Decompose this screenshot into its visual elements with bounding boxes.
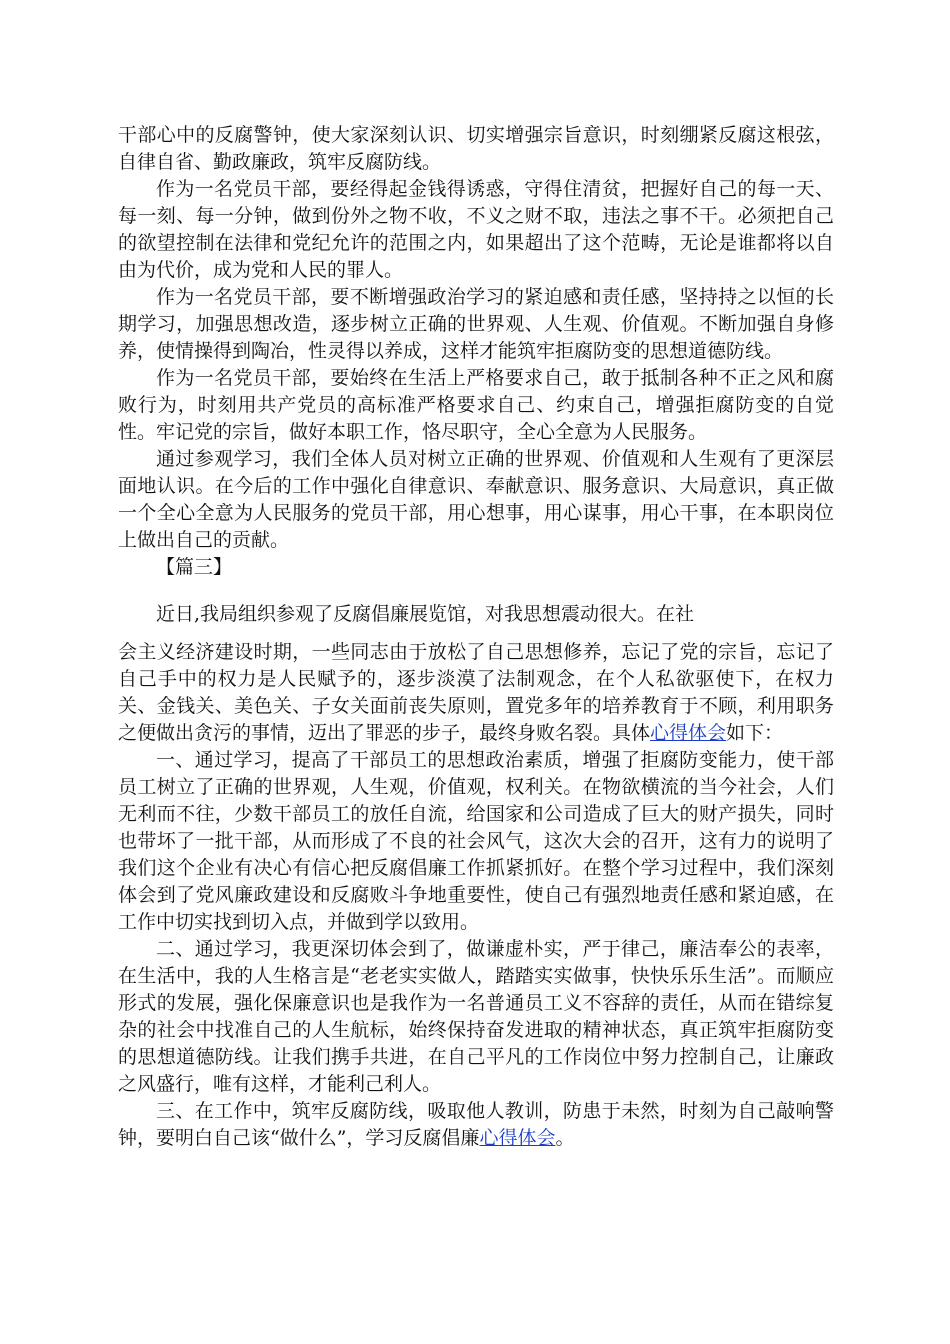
paragraph-7-tail: 如下： xyxy=(726,722,784,744)
paragraph-7-text: 会主义经济建设时期，一些同志由于放松了自己思想修养，忘记了党的宗旨，忘记了自己手中的权力是人民赋予的，逐步淡漠了法制观念，在个人私欲驱使下，在权力关、金钱关、美色关、子女关面前丧失原则，置党多年的培养教育于不顾，利用职务之便做出贪污的事情，迈出了罪恶的步子，最终身败名裂。具体 xyxy=(118,641,834,744)
paragraph-8: 一、通过学习，提高了干部员工的思想政治素质，增强了拒腐防变能力，使干部员工树立了正确的世界观，人生观，价值观，权利关。在物欲横流的当今社会，人们无利而不往，少数干部员工的放任自流，给国家和公司造成了巨大的财产损失，同时也带坏了一批干部，从而形成了不良的社会风气，这次大会的召开，这有力的说明了我们这个企业有决心有信心把反腐倡廉工作抓紧抓好。在整个学习过程中，我们深刻体会到了党风廉政建设和反腐败斗争地重要性，使自己有强烈地责任感和紧迫感，在工作中切实找到切入点，并做到学以致用。 xyxy=(118,749,834,933)
document-body xyxy=(118,122,834,1152)
paragraph-4: 作为一名党员干部，要始终在生活上严格要求自己，敢于抵制各种不正之风和腐败行为，时刻用共产党员的高标准严格要求自己、约束自己，增强拒腐防变的自觉性。牢记党的宗旨，做好本职工作，恪尽职守，全心全意为人民服务。 xyxy=(118,367,834,443)
paragraph-10-text: 三、在工作中，筑牢反腐防线，吸取他人教训，防患于未然，时刻为自己敲响警钟，要明白自己该“做什么”，学习反腐倡廉 xyxy=(118,1100,834,1149)
experience-link-2[interactable]: 心得体会 xyxy=(479,1127,556,1149)
experience-link[interactable]: 心得体会 xyxy=(650,722,727,744)
section-heading: 【篇三】 xyxy=(156,556,233,578)
paragraph-1: 干部心中的反腐警钟，使大家深刻认识、切实增强宗旨意识，时刻绷紧反腐这根弦，自律自省、勤政廉政，筑牢反腐防线。 xyxy=(118,124,834,173)
paragraph-10-tail: 。 xyxy=(555,1127,575,1149)
paragraph-3: 作为一名党员干部，要不断增强政治学习的紧迫感和责任感，坚持持之以恒的长期学习，加强思想改造，逐步树立正确的世界观、人生观、价值观。不断加强自身修养，使情操得到陶冶，性灵得以养成，这样才能筑牢拒腐防变的思想道德防线。 xyxy=(118,286,834,362)
paragraph-10 xyxy=(118,1098,834,1152)
paragraph-9: 二、通过学习，我更深切体会到了，做谦虚朴实，严于律己，廉洁奉公的表率，在生活中，我的人生格言是“老老实实做人，踏踏实实做事，快快乐乐生活”。而顺应形式的发展，强化保廉意识也是我作为一名普通员工义不容辞的责任，从而在错综复杂的社会中找准自己的人生航标，始终保持奋发进取的精神状态，真正筑牢拒腐防变的思想道德防线。让我们携手共进，在自己平凡的工作岗位中努力控制自己，让廉政之风盛行，唯有这样，才能利己利人。 xyxy=(118,938,834,1095)
paragraph-6: 近日,我局组织参观了反腐倡廉展览馆，对我思想震动很大。在社 xyxy=(156,603,695,625)
paragraph-7 xyxy=(118,639,834,747)
paragraph-5: 通过参观学习，我们全体人员对树立正确的世界观、价值观和人生观有了更深层面地认识。在今后的工作中强化自律意识、奉献意识、服务意识、大局意识，真正做一个全心全意为人民服务的党员干部，用心想事，用心谋事，用心干事，在本职岗位上做出自己的贡献。 xyxy=(118,448,834,551)
paragraph-2: 作为一名党员干部，要经得起金钱得诱惑，守得住清贫，把握好自己的每一天、每一刻、每一分钟，做到份外之物不收，不义之财不取，违法之事不干。必须把自己的欲望控制在法律和党纪允许的范围之内，如果超出了这个范畴，无论是谁都将以自由为代价，成为党和人民的罪人。 xyxy=(118,178,834,281)
